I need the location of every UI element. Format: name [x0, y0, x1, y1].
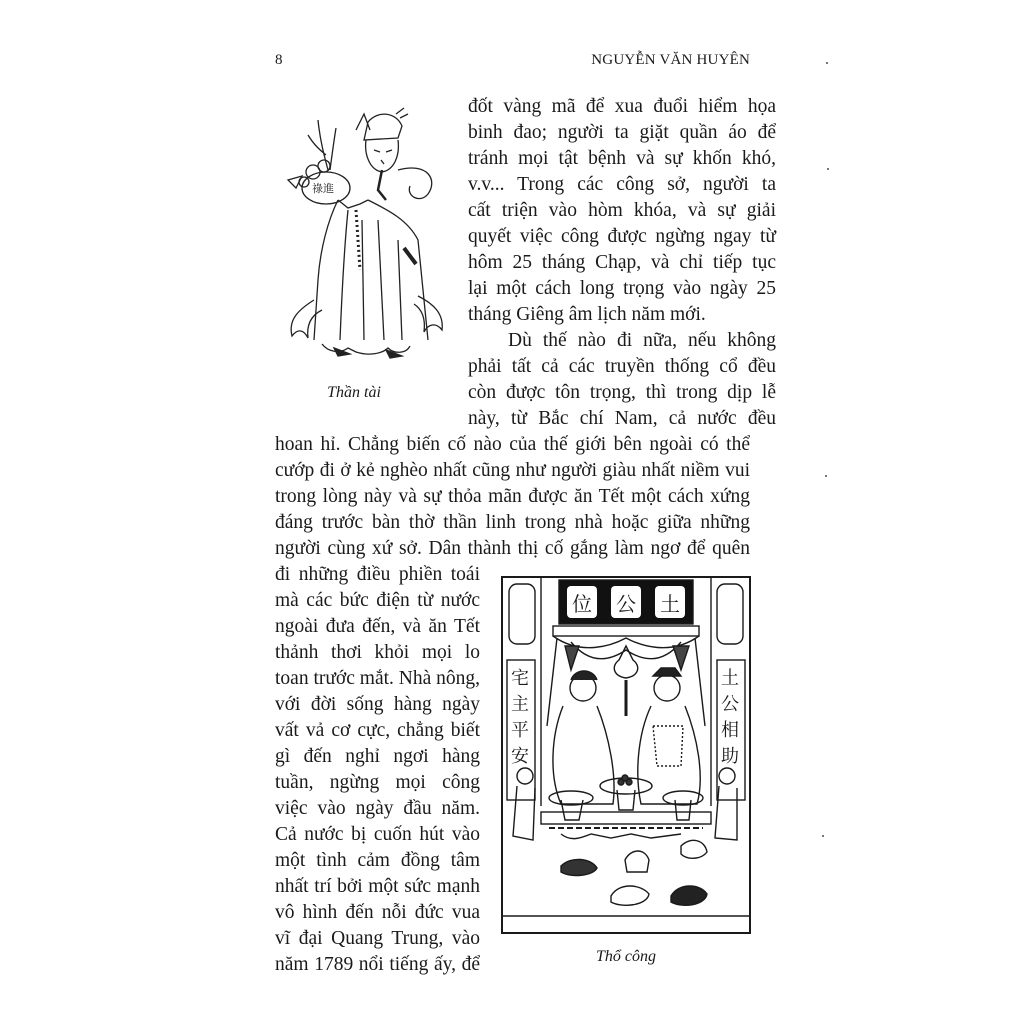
- text-line: trong lòng này và sự thỏa mãn được ăn Tết một cách xứng: [275, 486, 750, 507]
- tho-cong-illustration: [501, 576, 751, 934]
- text-line: quyết việc công được ngừng ngay từ: [468, 226, 776, 247]
- text-line: đi những điều phiền toái: [275, 564, 480, 585]
- scan-speck: [827, 168, 829, 170]
- text-line: nhất trí bởi một sức mạnh: [275, 876, 480, 897]
- text-line: phải tất cả các truyền thống cổ đều: [468, 356, 776, 377]
- text-line: một tình cảm đồng tâm: [275, 850, 480, 871]
- than-tai-chinese-text: 祿進: [312, 182, 334, 195]
- plaque-char: 位: [572, 592, 592, 616]
- tho-cong-caption: Thổ công: [596, 948, 656, 965]
- text-line: lại một cách long trọng vào ngày 25: [468, 278, 776, 299]
- plaque-char: 公: [616, 592, 636, 616]
- text-line: hôm 25 tháng Chạp, và chỉ tiếp tục: [468, 252, 776, 273]
- text-line: thảnh thơi khỏi mọi lo: [275, 642, 480, 663]
- text-line: tuần, ngừng mọi công: [275, 772, 480, 793]
- text-line: còn được tôn trọng, thì trong dịp lễ: [468, 382, 776, 403]
- text-line: toan trước mắt. Nhà nông,: [275, 668, 480, 689]
- text-line: việc vào ngày đầu năm.: [275, 798, 480, 819]
- scan-speck: [826, 62, 828, 64]
- scan-speck: [822, 835, 824, 837]
- text-line: binh đao; người ta giặt quần áo để: [468, 122, 776, 143]
- text-line: gì đến nghỉ ngơi hàng: [275, 746, 480, 767]
- text-line: người cùng xứ sở. Dân thành thị cố gắng làm ngơ để quên: [275, 538, 750, 559]
- than-tai-caption: Thần tài: [327, 384, 381, 401]
- text-line: ngoài đưa đến, và ăn Tết: [275, 616, 480, 637]
- text-line: vô hình đến nỗi đức vua: [275, 902, 480, 923]
- text-line: tránh mọi tật bệnh và sự khốn khó,: [468, 148, 776, 169]
- scan-speck: [825, 475, 827, 477]
- left-scroll-text: 宅主平安: [511, 668, 529, 767]
- text-line: đốt vàng mã để xua đuổi hiểm họa: [468, 96, 776, 117]
- text-line: mà các bức điện từ nước: [275, 590, 480, 611]
- text-line: vĩ đại Quang Trung, vào: [275, 928, 480, 949]
- right-scroll-text: 土公相助: [721, 668, 739, 767]
- text-line: Cả nước bị cuốn hút vào: [275, 824, 480, 845]
- text-line: v.v... Trong các công sở, người ta: [468, 174, 776, 195]
- text-line: vất vả cơ cực, chẳng biết: [275, 720, 480, 741]
- page-number: 8: [275, 52, 283, 68]
- text-line: cướp đi ở kẻ nghèo nhất cũng như người giàu nhất niềm vui: [275, 460, 750, 481]
- text-line: đáng trước bàn thờ thần linh trong nhà hoặc giữa những: [275, 512, 750, 533]
- text-line: tháng Giêng âm lịch năm mới.: [468, 304, 706, 325]
- text-line: năm 1789 nổi tiếng ấy, để: [275, 954, 480, 975]
- than-tai-illustration: [278, 100, 458, 370]
- text-line: với đời sống hàng ngày: [275, 694, 480, 715]
- author-name: NGUYỄN VĂN HUYÊN: [591, 52, 750, 68]
- text-line: này, từ Bắc chí Nam, cả nước đều: [468, 408, 776, 429]
- text-line: cất triện vào hòm khóa, và sự giải: [468, 200, 776, 221]
- plaque-char: 土: [660, 592, 680, 616]
- paragraph-start-line: Dù thế nào đi nữa, nếu không: [508, 330, 776, 351]
- text-line: hoan hỉ. Chẳng biến cố nào của thế giới bên ngoài có thể: [275, 434, 750, 455]
- running-head: [275, 52, 750, 72]
